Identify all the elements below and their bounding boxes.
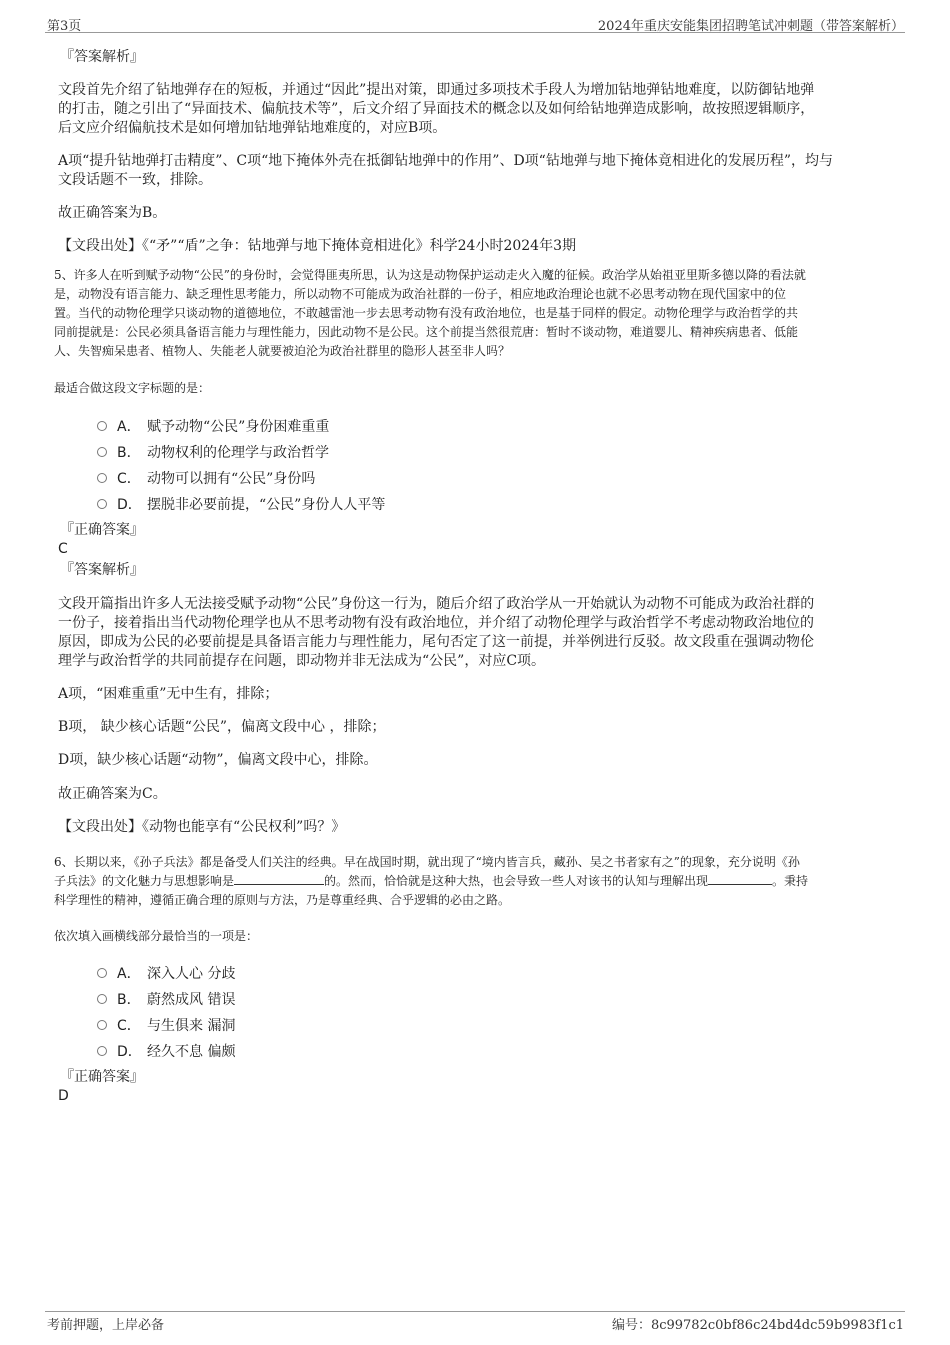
- radio-icon[interactable]: [97, 968, 107, 978]
- exclusion-line: D项，缺少核心话题“动物”，偏离文段中心，排除。: [58, 752, 378, 768]
- fill-blank-1: [234, 872, 324, 885]
- question-stem-line: 置。当代的动物伦理学只谈动物的道德地位，不敢越雷池一步去思考动物有没有政治地位，也是基于同样的假定。动物伦理学与政治哲学的共: [54, 306, 799, 320]
- answer-value: D: [58, 1088, 69, 1104]
- exclusion-line: B项， 缺少核心话题“公民”，偏离文段中心 ，排除；: [58, 719, 386, 735]
- conclusion: 故正确答案为C。: [58, 786, 167, 802]
- analysis-line: 文段首先介绍了钻地弹存在的短板，并通过“因此”提出对策，即通过多项技术手段人为增加钻地弹钻地难度，以防御钻地弹: [58, 82, 815, 98]
- analysis-line: 的打击，随之引出了“异面技术、偏航技术等”，后文介绍了异面技术的概念以及如何给钻地弹造成影响，故按照逻辑顺序，: [58, 101, 815, 117]
- document-title: 2024年重庆安能集团招聘笔试冲刺题（带答案解析）: [597, 19, 904, 34]
- question-stem-line: 子兵法》的文化魅力与思想影响是 的。然而，恰恰就是这种大热，也会导致一些人对该书的认知与理解出现 。秉持: [54, 874, 809, 888]
- radio-icon[interactable]: [97, 499, 107, 509]
- option-c[interactable]: C． 动物可以拥有“公民”身份吗: [97, 468, 315, 488]
- question-stem-line: 5、许多人在听到赋予动物“公民”的身份时，会觉得匪夷所思，认为这是动物保护运动走火入魔的征候。政治学从始祖亚里斯多德以降的看法就: [54, 268, 806, 282]
- analysis-line: 理学与政治哲学的共同前提存在问题，即动物并非无法成为“公民”，对应C项。: [58, 653, 546, 669]
- option-a[interactable]: A． 深入人心 分歧: [97, 963, 235, 983]
- conclusion: 故正确答案为B。: [58, 205, 167, 221]
- source-citation: 【文段出处】《“矛”“盾”之争：钻地弹与地下掩体竟相进化》科学24小时2024年3期: [58, 238, 576, 254]
- option-b[interactable]: B． 动物权利的伦理学与政治哲学: [97, 442, 329, 462]
- exclusion-line: A项“提升钻地弹打击精度”、C项“地下掩体外壳在抵御钻地弹中的作用”、D项“钻地弹与地下掩体竟相进化的发展历程”，均与: [58, 153, 833, 169]
- analysis-line: 原因，即成为公民的必要前提是具备语言能力与理性能力，尾句否定了这一前提，并举例进行反驳。故文段重在强调动物伦: [58, 634, 814, 650]
- radio-icon[interactable]: [97, 1046, 107, 1056]
- document-code: 编号：8c99782c0bf86c24bd4dc59b9983f1c1: [611, 1318, 904, 1333]
- answer-label: 『正确答案』: [60, 1069, 144, 1085]
- footer-divider: [45, 1311, 905, 1312]
- fill-blank-2: [708, 872, 772, 885]
- option-b[interactable]: B． 蔚然成风 错误: [97, 989, 235, 1009]
- radio-icon[interactable]: [97, 473, 107, 483]
- analysis-label: 『答案解析』: [60, 49, 144, 65]
- question-stem-line: 人、失智痴呆患者、植物人、失能老人就要被迫沦为政治社群里的隐形人甚至非人吗？: [54, 344, 511, 358]
- page-number: 第3页: [47, 19, 82, 34]
- analysis-line: 文段开篇指出许多人无法接受赋予动物“公民”身份这一行为，随后介绍了政治学从一开始就认为动物不可能成为政治社群的: [58, 596, 815, 612]
- question-prompt: 最适合做这段文字标题的是：: [54, 381, 211, 395]
- analysis-line: 后文应介绍偏航技术是如何增加钻地弹钻地难度的，对应B项。: [58, 120, 447, 136]
- question-stem-line: 同前提就是：公民必须具备语言能力与理性能力，因此动物不是公民。这个前提当然很荒唐：暂时不谈动物，难道婴儿、精神疾病患者、低能: [54, 325, 799, 339]
- question-stem-line: 6、长期以来，《孙子兵法》都是备受人们关注的经典。早在战国时期，就出现了“境内皆言兵，藏孙、吴之书者家有之”的现象，充分说明《孙: [54, 855, 800, 869]
- radio-icon[interactable]: [97, 1020, 107, 1030]
- footer-slogan: 考前押题，上岸必备: [47, 1318, 165, 1333]
- analysis-line: 一份子，接着指出当代动物伦理学也从不思考动物有没有政治地位，并介绍了动物伦理学与政治哲学不考虑动物政治地位的: [58, 615, 814, 631]
- option-d[interactable]: D． 经久不息 偏颇: [97, 1041, 235, 1061]
- question-stem-line: 是，动物没有语言能力、缺乏理性思考能力，所以动物不可能成为政治社群的一份子，相应地政治理论也就不必思考动物在现代国家中的位: [54, 287, 787, 301]
- exclusion-line: 文段话题不一致，排除。: [58, 172, 212, 188]
- source-citation: 【文段出处】《动物也能享有“公民权利”吗？》: [58, 819, 346, 835]
- radio-icon[interactable]: [97, 447, 107, 457]
- option-a[interactable]: A． 赋予动物“公民”身份困难重重: [97, 416, 329, 436]
- option-d[interactable]: D． 摆脱非必要前提，“公民”身份人人平等: [97, 494, 385, 514]
- exclusion-line: A项，“困难重重”无中生有，排除；: [58, 686, 279, 702]
- question-stem-line: 科学理性的精神，遵循正确合理的原则与方法，乃是尊重经典、合乎逻辑的必由之路。: [54, 893, 511, 907]
- answer-value: C: [58, 541, 68, 557]
- answer-label: 『正确答案』: [60, 522, 144, 538]
- radio-icon[interactable]: [97, 994, 107, 1004]
- radio-icon[interactable]: [97, 421, 107, 431]
- option-c[interactable]: C． 与生俱来 漏洞: [97, 1015, 235, 1035]
- analysis-label: 『答案解析』: [60, 562, 144, 578]
- question-prompt: 依次填入画横线部分最恰当的一项是：: [54, 929, 259, 943]
- header-divider: [45, 32, 905, 33]
